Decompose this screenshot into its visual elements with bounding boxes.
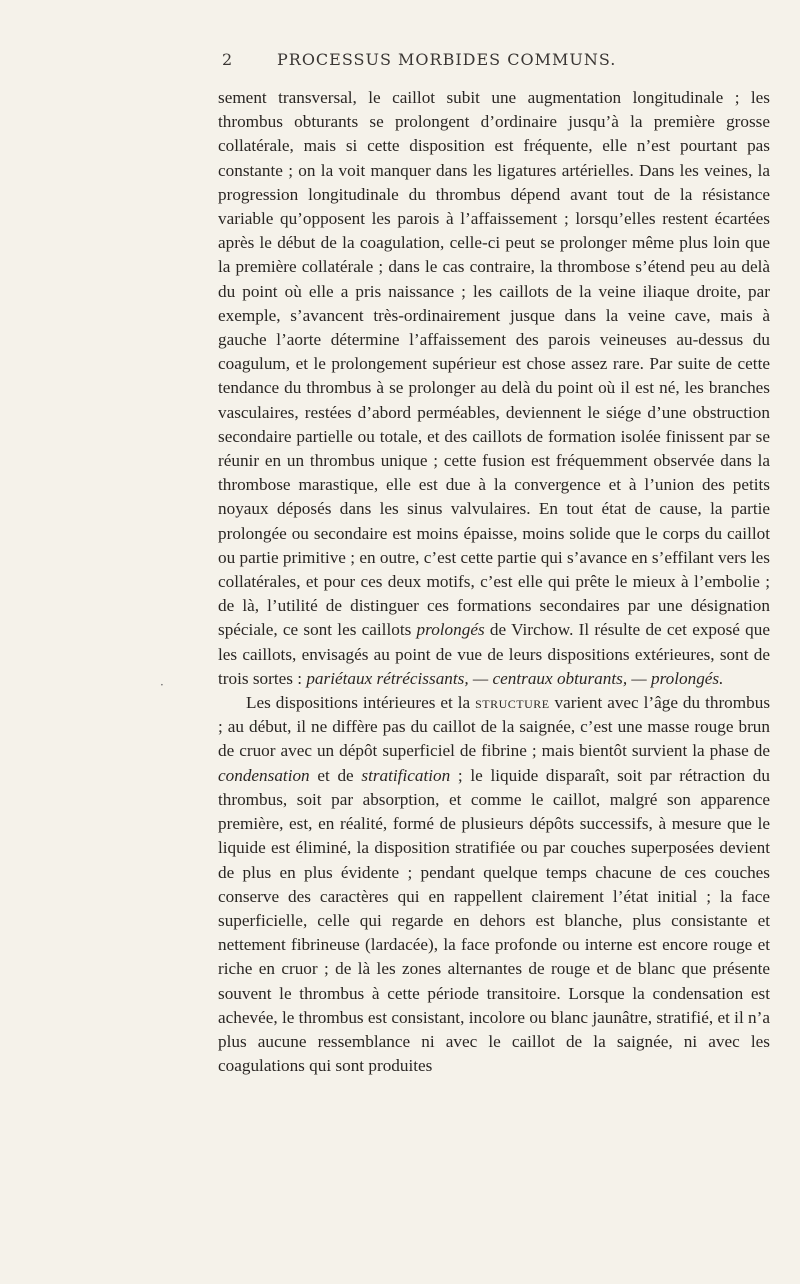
text-run: ; le liquide disparaît, soit par rétraction du thrombus, soit par absorption, et comme le caillot, malgré son apparence première, est, en réalité, formé de plusieurs dépôts successifs, à mesure que le liquide est éliminé, la disposition stratifiée ou par couches superposées devient de plus en plus évidente ; pendant quelque temps chacune de ces couches conserve des caractères qui en rappellent clairement l’état initial ; la face superficielle, celle qui regarde en dehors est blanche, plus consistante et nettement fibrineuse (lardacée), la face profonde ou interne est encore rouge et riche en cruor ; de là les zones alternantes de rouge et de blanc que présente souvent le thrombus à cette période transitoire. Lorsque la condensation est achevée, le thrombus est consistant, incolore ou blanc jaunâtre, stratifié, et il n’a plus aucune ressemblance ni avec le caillot de la saignée, ni avec les coagulations qui sont produites — [218, 765, 770, 1076]
italic-text: stratification — [361, 765, 451, 785]
text-run: varient avec l’âge du thrombus ; au début, il ne diffère pas du caillot de la saignée, c’est une masse rouge brun de cruor avec un dépôt superficiel de fibrine ; mais bientôt survient la phase de — [218, 693, 771, 761]
text-run: Les dispositions intérieures et la — [246, 693, 476, 713]
italic-text: condensation — [218, 765, 310, 785]
body-text — [218, 86, 770, 1078]
italic-text: pariétaux rétrécissants, — centraux obturants, — prolongés. — [306, 668, 724, 688]
text-run: de Virchow. Il résulte de cet exposé que les caillots, envisagés au point de vue de leurs dispositions extérieures, sont de trois sortes : — [218, 620, 770, 688]
text-run: sement transversal, le caillot subit une augmentation longitudinale ; les thrombus obturants se prolongent d’ordinaire jusqu’à la première grosse collatérale, mais si cette disposition est fréquente, elle n’est pourtant pas constante ; on la voit manquer dans les ligatures artérielles. Dans les veines, la progression longitudinale du thrombus dépend avant tout de la résistance variable qu’opposent les parois à l’affaissement ; lorsqu’elles restent écartées après le début de la coagulation, celle-ci peut se prolonger même plus loin que la première collatérale ; dans le cas contraire, la thrombose s’étend peu au delà du point où elle a pris naissance ; les caillots de la veine iliaque droite, par exemple, s’avancent très-ordinairement jusque dans la veine cave, mais à gauche l’aorte détermine l’affaissement des parois veineuses au-dessus du coagulum, et le prolongement supérieur est chose assez rare. Par suite de cette tendance du thrombus à se prolonger au delà du point où il est né, les branches vasculaires, restées d’abord perméables, deviennent le siége d’une obstruction secondaire partielle ou totale, et des caillots de formation isolée finissent par se réunir en un thrombus unique ; cette fusion est fréquemment observée dans la thrombose marastique, elle est due à la convergence et à l’union des petits noyaux déposés dans les sinus valvulaires. En tout état de cause, la partie prolongée ou secondaire est moins épaisse, moins solide que le corps du caillot ou partie primitive ; en outre, c’est cette partie qui s’avance en s’effilant vers les collatérales, et pour ces deux motifs, c’est elle qui prête le mieux à l’embolie ; de là, l’utilité de distinguer ces formations secondaires par une désignation spéciale, ce sont les caillots — [218, 88, 770, 640]
italic-text: prolongés — [416, 620, 485, 640]
paragraph — [218, 86, 770, 691]
small-caps-text: structure — [475, 693, 550, 713]
page-number: 2 — [222, 50, 234, 69]
paragraph — [218, 691, 770, 1078]
running-title: PROCESSUS MORBIDES COMMUNS. — [277, 50, 617, 69]
text-run: et de — [309, 765, 362, 785]
margin-mark: · — [160, 678, 164, 692]
